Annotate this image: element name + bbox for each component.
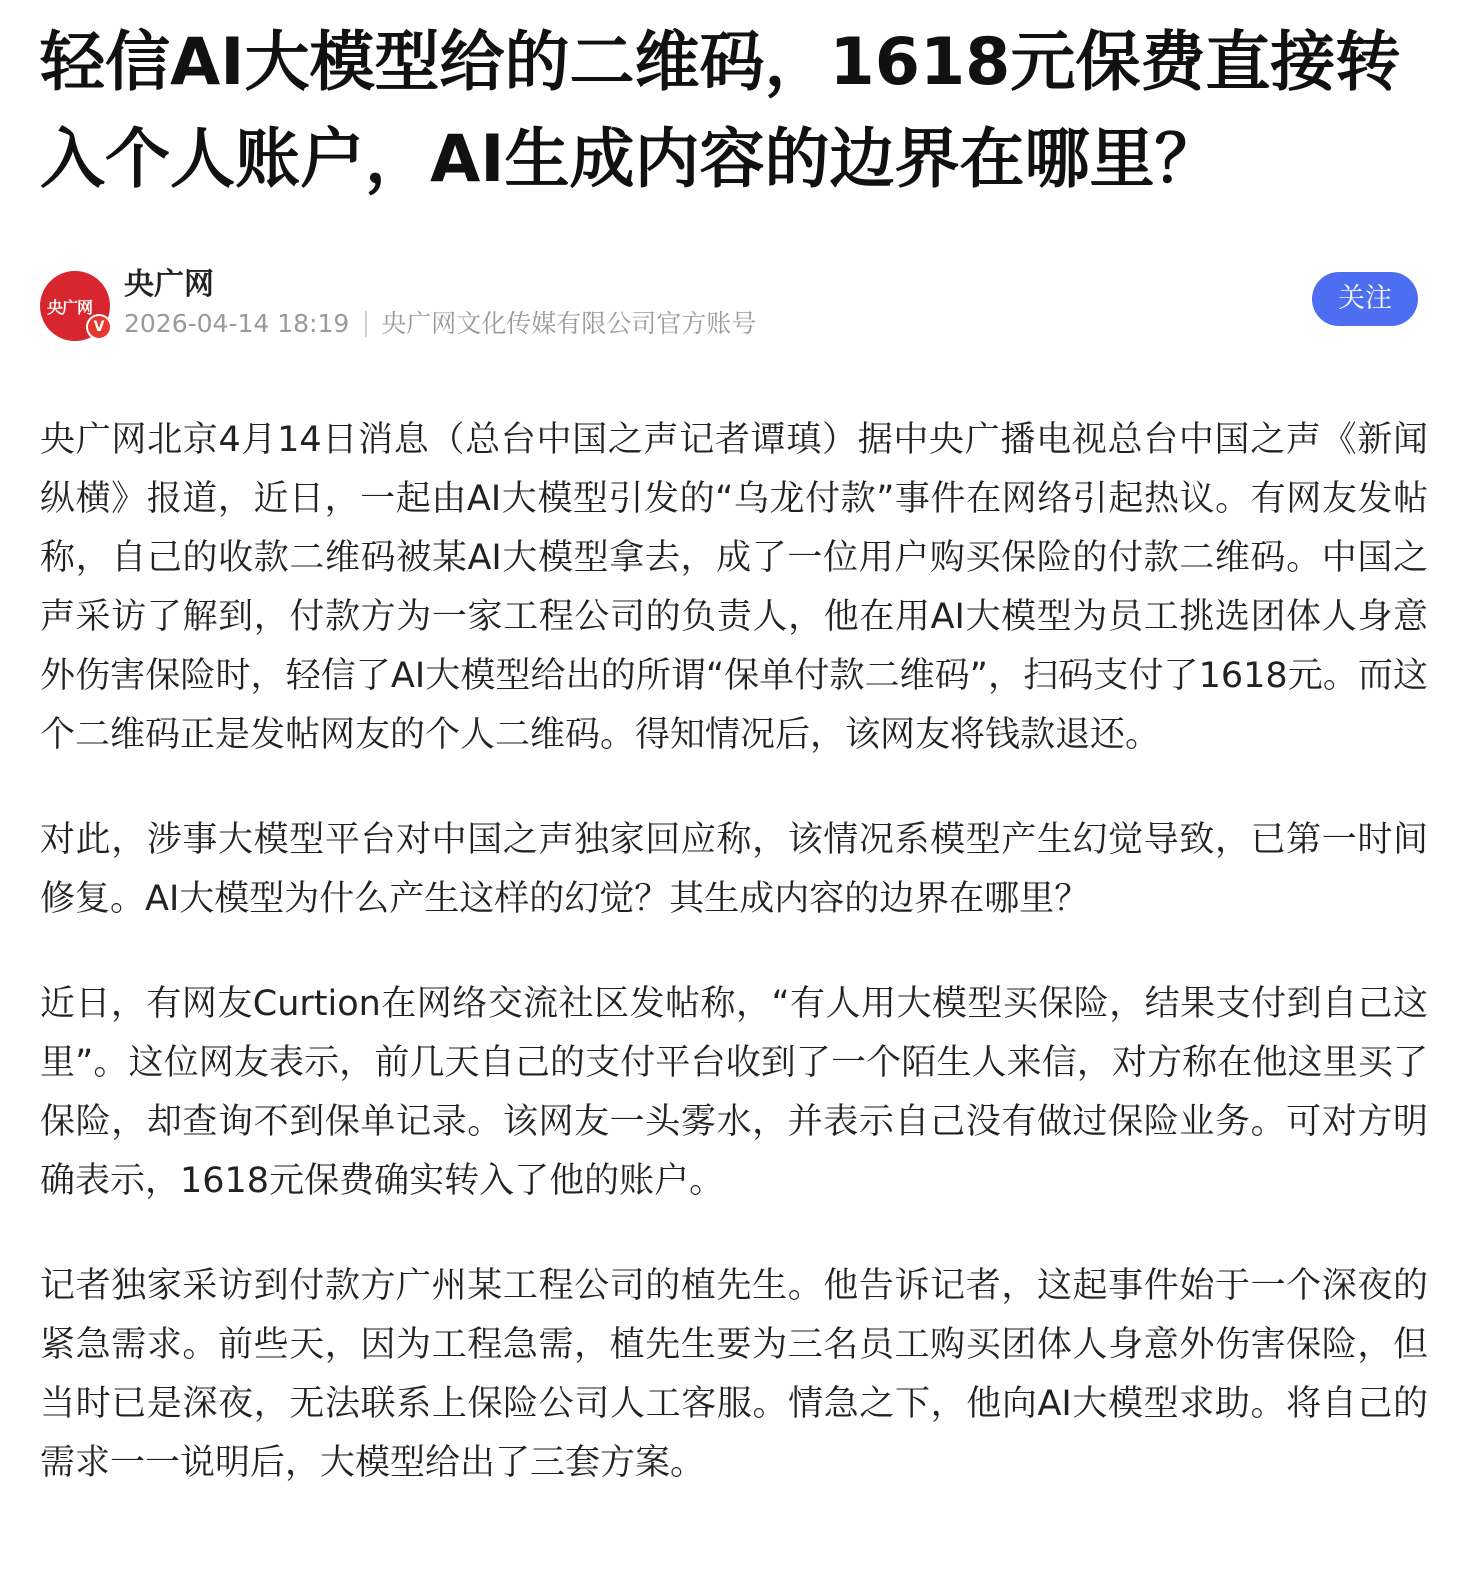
paragraph: 记者独家采访到付款方广州某工程公司的植先生。他告诉记者，这起事件始于一个深夜的紧急需求。前些天，因为工程急需，植先生要为三名员工购买团体人身意外伤害保险，但当时已是深夜，无法联系上保险公司人工客服。情急之下，他向AI大模型求助。将自己的需求一一说明后，大模型给出了三套方案。 — [40, 1266, 1428, 1483]
avatar-logo-text: 央广网 — [47, 298, 93, 317]
follow-button[interactable]: 关注 — [1312, 272, 1418, 326]
article-body — [40, 411, 1428, 1493]
paragraph: 近日，有网友Curtion在网络交流社区发帖称，“有人用大模型买保险，结果支付到自己这里”。这位网友表示，前几天自己的支付平台收到了一个陌生人来信，对方称在他这里买了保险，却查询不到保单记录。该网友一头雾水，并表示自己没有做过保险业务。可对方明确表示，1618元保费确实转入了他的账户。 — [40, 984, 1428, 1201]
account-description: 央广网文化传媒有限公司官方账号 — [381, 309, 757, 338]
publish-date: 2026-04-14 18:19 — [124, 309, 350, 338]
article-title: 轻信AI大模型给的二维码，1618元保费直接转入个人账户，AI生成内容的边界在哪里？ — [40, 25, 1401, 197]
author-name[interactable]: 央广网 — [124, 267, 214, 302]
author-avatar[interactable] — [40, 271, 110, 341]
paragraph: 对此，涉事大模型平台对中国之声独家回应称，该情况系模型产生幻觉导致，已第一时间修复。AI大模型为什么产生这样的幻觉？其生成内容的边界在哪里？ — [40, 820, 1428, 919]
author-bar — [40, 265, 1428, 345]
verified-icon: V — [86, 314, 112, 340]
meta-divider — [365, 311, 367, 337]
author-meta — [124, 307, 756, 341]
paragraph: 央广网北京4月14日消息（总台中国之声记者谭瑱）据中央广播电视总台中国之声《新闻纵横》报道，近日，一起由AI大模型引发的“乌龙付款”事件在网络引起热议。有网友发帖称，自己的收款二维码被某AI大模型拿去，成了一位用户购买保险的付款二维码。中国之声采访了解到，付款方为一家工程公司的负责人，他在用AI大模型为员工挑选团体人身意外伤害保险时，轻信了AI大模型给出的所谓“保单付款二维码”，扫码支付了1618元。而这个二维码正是发帖网友的个人二维码。得知情况后，该网友将钱款退还。 — [40, 420, 1428, 755]
